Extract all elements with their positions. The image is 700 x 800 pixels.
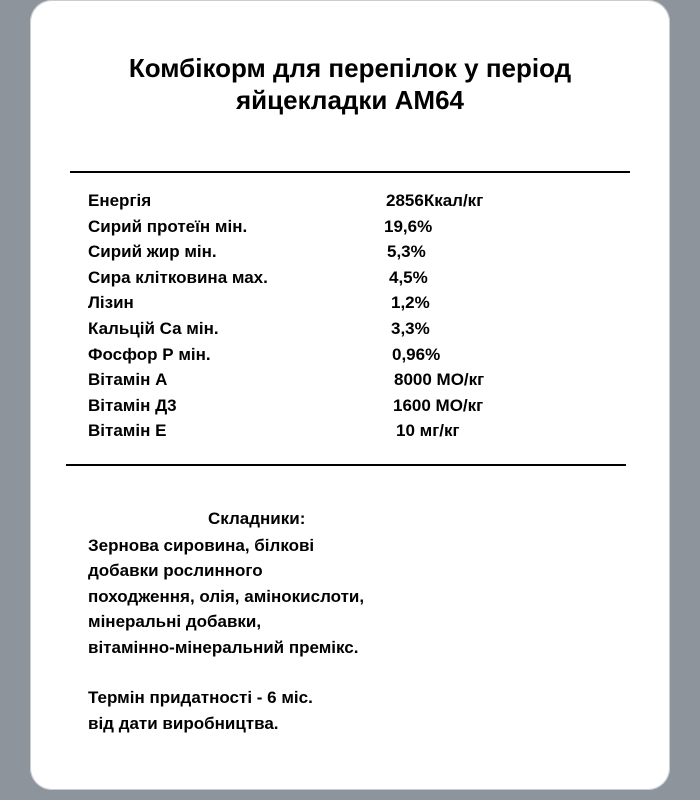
nutrient-row-fat	[88, 239, 608, 265]
ingredients-line: мінеральні добавки,	[88, 612, 262, 631]
nutrient-row-fiber	[88, 265, 608, 291]
nutrient-row-vitamin-d3	[88, 393, 608, 419]
product-title-line-1: Комбікорм для перепілок у період	[128, 53, 572, 83]
ingredients-section	[88, 506, 628, 660]
product-title	[70, 52, 630, 116]
nutrient-value: 5,3%	[387, 242, 426, 262]
nutrient-row-phosphorus	[88, 342, 608, 368]
nutrient-name: Кальцій Са мін.	[88, 318, 219, 338]
nutrient-name: Вітамін Д3	[88, 395, 177, 415]
nutrient-row-energy	[88, 188, 608, 214]
ingredients-heading: Складники:	[208, 509, 306, 528]
nutrient-name: Вітамін Е	[88, 421, 167, 441]
shelf-life-line: від дати виробництва.	[88, 713, 279, 733]
nutrient-value: 3,3%	[391, 318, 430, 338]
bottom-divider	[66, 464, 626, 466]
nutrient-name: Енергія	[88, 191, 152, 210]
ingredients-line: походження, олія, амінокислоти,	[88, 586, 365, 606]
nutrient-value: 19,6%	[384, 216, 433, 236]
product-title-line-2: яйцекладки АМ64	[236, 85, 464, 115]
ingredients-line: Зернова сировина, білкові	[88, 535, 315, 555]
ingredients-line: добавки рослинного	[88, 561, 263, 580]
nutrient-name: Вітамін А	[88, 370, 168, 390]
product-label-card	[30, 0, 670, 790]
nutrient-name: Сира клітковина мах.	[88, 267, 268, 287]
nutrient-row-protein	[88, 214, 608, 240]
nutrient-row-vitamin-e	[88, 418, 608, 444]
nutrient-value: 8000 МО/кг	[394, 370, 485, 390]
nutrient-value: 1600 МО/кг	[393, 395, 484, 415]
shelf-life-line: Термін придатності - 6 міс.	[88, 688, 313, 707]
nutrient-name: Сирий жир мін.	[88, 242, 217, 262]
nutrient-value: 4,5%	[389, 267, 428, 287]
nutrient-value: 1,2%	[391, 293, 430, 313]
nutrient-name: Лізин	[88, 293, 134, 313]
ingredients-line: вітамінно-мінеральний премікс.	[88, 637, 359, 657]
nutrient-row-calcium	[88, 316, 608, 342]
nutrient-value: 2856Ккал/кг	[386, 191, 484, 210]
nutrient-name: Сирий протеїн мін.	[88, 216, 248, 236]
nutrient-value: 0,96%	[392, 344, 441, 364]
top-divider	[70, 171, 630, 173]
nutrient-row-lysine	[88, 290, 608, 316]
nutrient-value: 10 мг/кг	[396, 421, 460, 441]
nutrient-row-vitamin-a	[88, 367, 608, 393]
shelf-life-section	[88, 685, 628, 736]
nutrient-name: Фосфор Р мін.	[88, 344, 211, 364]
nutrient-table	[88, 188, 608, 444]
